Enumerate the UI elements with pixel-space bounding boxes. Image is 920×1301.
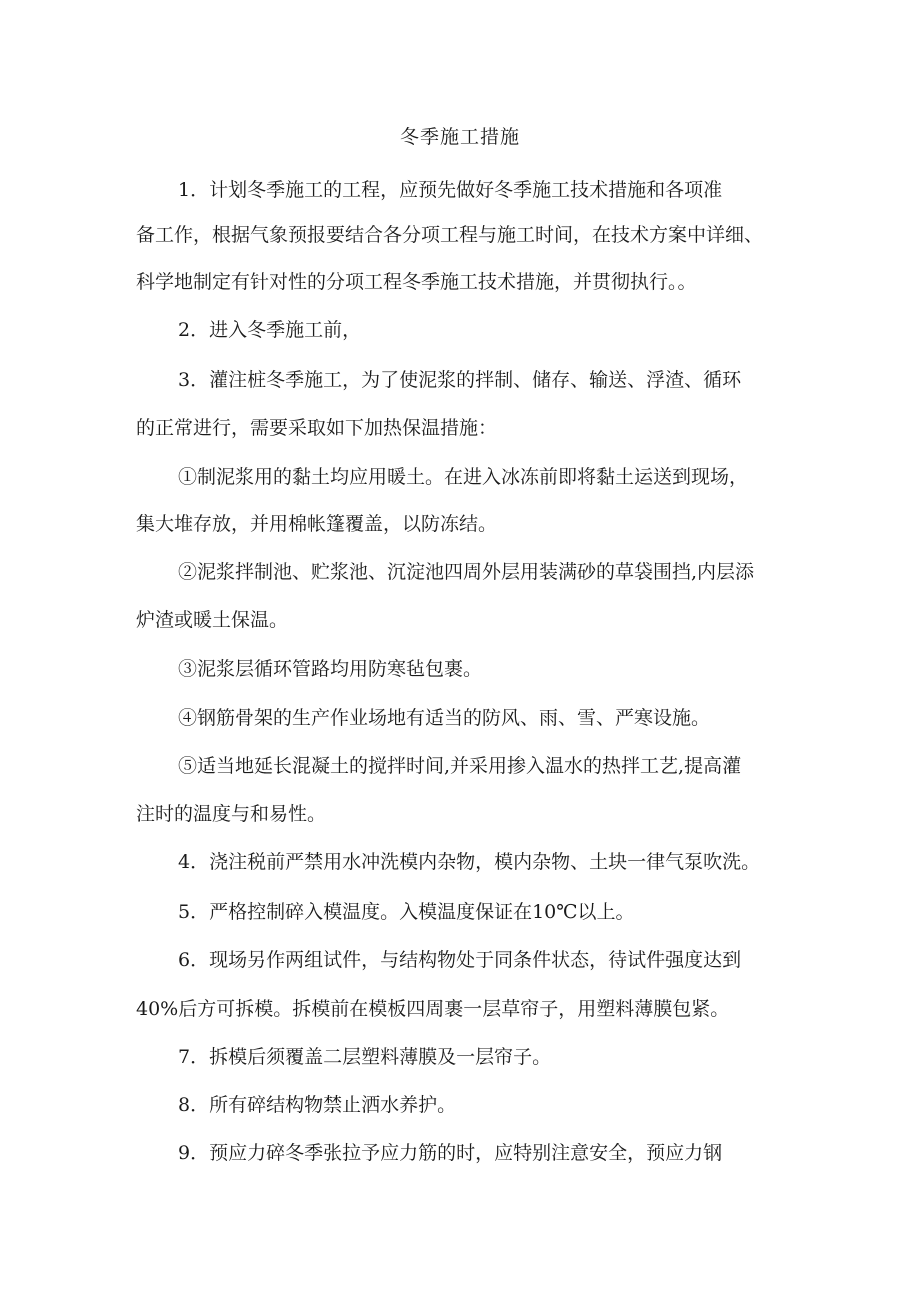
paragraph-line: 7．拆模后须覆盖二层塑料薄膜及一层帘子。 — [178, 1046, 552, 1068]
paragraph-line: 注时的温度与和易性。 — [136, 803, 327, 825]
paragraph-line: ④钢筋骨架的生产作业场地有适当的防风、雨、雪、严寒设施。 — [178, 707, 711, 729]
paragraph-line: ⑤适当地延长混凝土的搅拌时间,并采用掺入温水的热拌工艺,提高灌 — [178, 755, 742, 777]
paragraph-line: 1．计划冬季施工的工程，应预先做好冬季施工技术措施和各项准 — [178, 179, 723, 201]
paragraph-line: 科学地制定有针对性的分项工程冬季施工技术措施，并贯彻执行。。 — [136, 271, 697, 293]
paragraph-line: 40%后方可拆模。拆模前在模板四周裹一层草帘子，用塑料薄膜包紧。 — [136, 998, 730, 1020]
paragraph-line: 4．浇注税前严禁用水冲洗模内杂物，模内杂物、土块一律气泵吹洗。 — [178, 851, 761, 873]
paragraph-line: 5．严格控制碎入模温度。入模温度保证在10℃以上。 — [178, 901, 635, 923]
paragraph-line: ②泥浆拌制池、贮浆池、沉淀池四周外层用装满砂的草袋围挡,内层添 — [178, 561, 755, 583]
paragraph-line: 8．所有碎结构物禁止洒水养护。 — [178, 1094, 457, 1116]
paragraph-line: 6．现场另作两组试件，与结构物处于同条件状态，待试件强度达到 — [178, 949, 742, 971]
paragraph-line: 炉渣或暖土保温。 — [136, 609, 289, 631]
paragraph-line: 集大堆存放，并用棉帐篷覆盖，以防冻结。 — [136, 513, 498, 535]
paragraph-line: ③泥浆层循环管路均用防寒毡包裹。 — [178, 658, 483, 680]
paragraph-line: 2．进入冬季施工前， — [178, 319, 362, 341]
paragraph-line: 9．预应力碎冬季张拉予应力筋的时，应特别注意安全，预应力钢 — [178, 1142, 723, 1164]
document-title: 冬季施工措施 — [399, 126, 520, 148]
paragraph-line: 备工作，根据气象预报要结合各分项工程与施工时间，在技术方案中详细、 — [136, 224, 764, 246]
paragraph-line: 3．灌注桩冬季施工，为了使泥浆的拌制、储存、输送、浮渣、循环 — [178, 369, 742, 391]
paragraph-line: ①制泥浆用的黏土均应用暖土。在进入冰冻前即将黏土运送到现场， — [178, 466, 749, 488]
paragraph-line: 的正常进行，需要采取如下加热保温措施： — [136, 417, 498, 439]
